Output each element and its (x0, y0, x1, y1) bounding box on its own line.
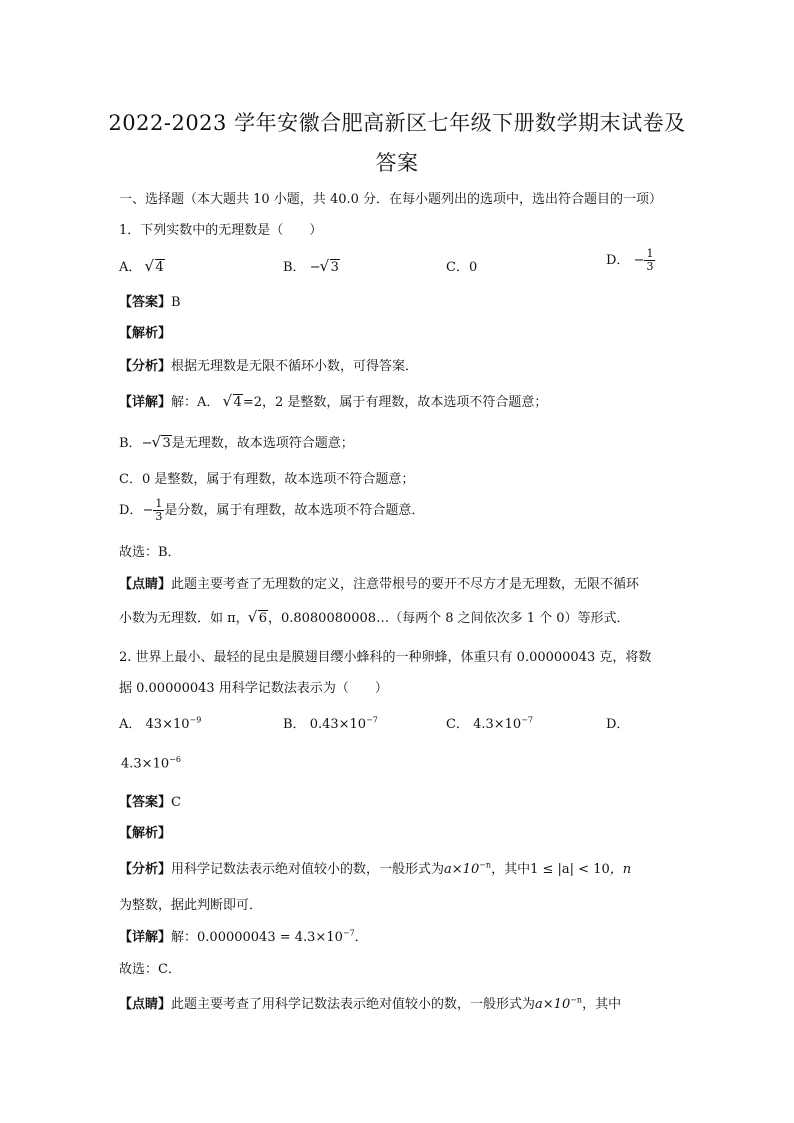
q2-fenxi-1: 【分析】用科学记数法表示绝对值较小的数，一般形式为$a\times 10^{-n}$，其中1 ≤ |a| < 10，n (119, 860, 632, 877)
q1-choose: 故选：B． (119, 545, 181, 560)
q2-choose: 故选：C． (119, 962, 181, 977)
q2-answer: 【答案】C (119, 795, 181, 810)
q2-analysis-tag: 【解析】 (119, 826, 172, 841)
q2-detail: 【详解】解：$0.00000043 = 4.3\times 10^{-7}$． (119, 928, 368, 945)
doc-title-line1: 2022-2023 学年安徽合肥高新区七年级下册数学期末试卷及 (108, 111, 686, 135)
q1-option-a: A． √ 4 (119, 256, 165, 275)
q2-option-c: C． $4.3\times 10^{-7}$ (446, 715, 533, 732)
q1-detail-a: 【详解】解：A． √ 4=2，2 是整数，属于有理数，故本选项不符合题意； (119, 391, 547, 410)
q2-option-d-value: $4.3\times 10^{-6}$ (121, 755, 181, 772)
q2-option-a: A． $43\times 10^{-9}$ (119, 715, 202, 732)
q1-dianjing-2: 小数为无理数．如 π，√ 6，0.8080080008…（每两个 8 之间依次多 1 个 0）等形式． (119, 607, 630, 626)
q1-answer: 【答案】B (119, 295, 181, 310)
q2-stem-1: 2. 世界上最小、最轻的昆虫是膜翅目缨小蜂科的一种卵蜂，体重只有 0.00000043 克，将数 (119, 650, 652, 665)
q2-option-d-label: D． (606, 717, 630, 732)
q1-fenxi: 【分析】根据无理数是无限不循环小数，可得答案． (119, 359, 419, 374)
q2-fenxi-2: 为整数，据此判断即可． (119, 898, 263, 913)
q2-stem-2: 据 0.00000043 用科学记数法表示为（ ） (119, 681, 388, 696)
q1-detail-b: B．−√ 3是无理数，故本选项符合题意； (119, 432, 354, 451)
q1-option-d: D． − $\frac{1}{3}$ (606, 247, 654, 273)
section-heading: 一、选择题（本大题共 10 小题，共 40.0 分．在每小题列出的选项中，选出符合题目的一项） (119, 192, 663, 207)
q1-detail-c: C．0 是整数，属于有理数，故本选项不符合题意； (119, 472, 415, 487)
q2-dianjing: 【点睛】此题主要考查了用科学记数法表示绝对值较小的数，一般形式为$a\times 10^{-n}$，其中 (119, 995, 622, 1012)
doc-title-line2: 答案 (375, 151, 419, 175)
q1-detail-d: D．− $\frac{1}{3}$ 是分数，属于有理数，故本选项不符合题意． (119, 497, 425, 523)
q2-option-b: B． $0.43\times 10^{-7}$ (283, 715, 378, 732)
q1-stem: 1．下列实数中的无理数是（ ） (119, 223, 323, 238)
q1-dianjing-1: 【点睛】此题主要考查了无理数的定义，注意带根号的要开不尽方才是无理数，无限不循环 (119, 577, 640, 592)
q1-option-c: C．0 (446, 260, 478, 275)
q1-option-b: B． −√ 3 (283, 256, 340, 275)
q1-analysis-tag: 【解析】 (119, 326, 172, 341)
